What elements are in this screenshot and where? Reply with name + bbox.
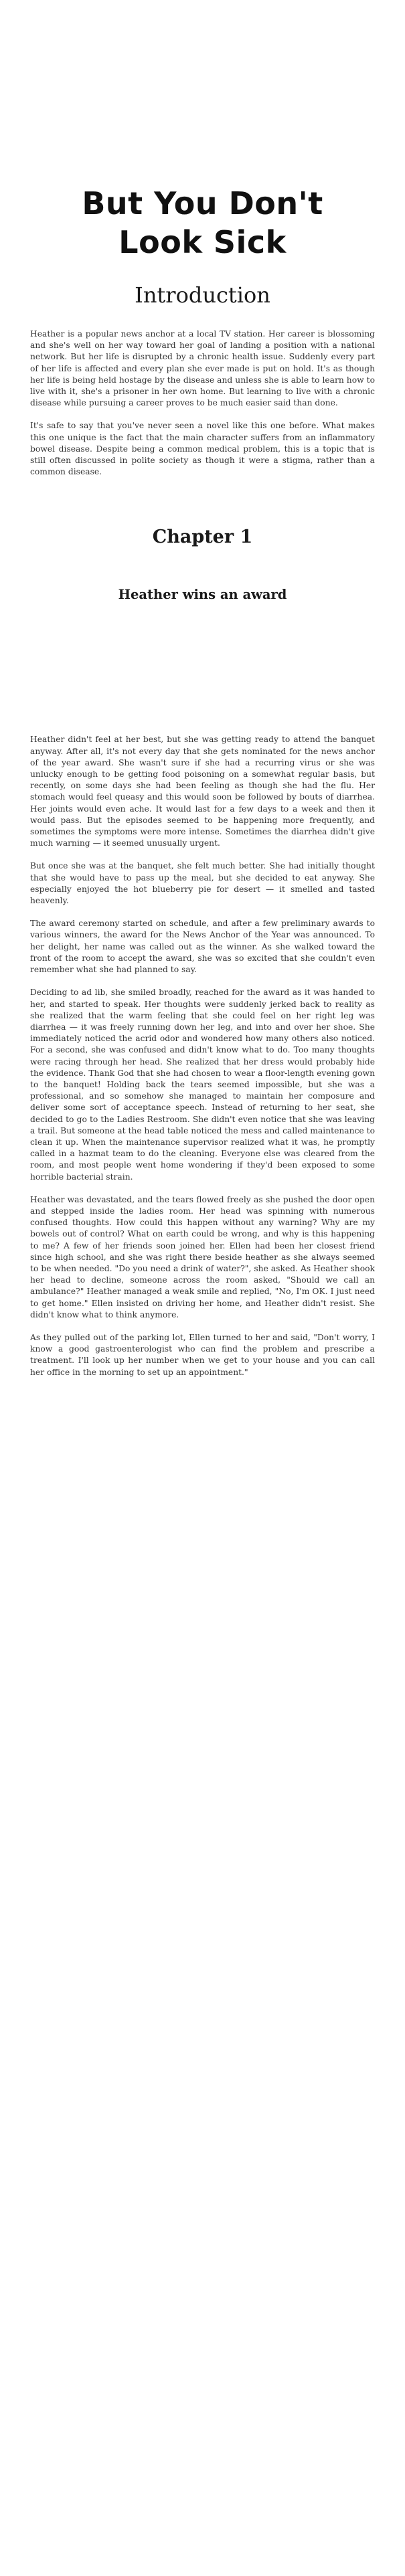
chapter-paragraph-5: Heather was devastated, and the tears flowed freely as she pushed the door open and stepped inside the ladies room. Her head was spinning with numerous confused thoughts. How could this happen without any warning? Why are my bowels out of control? What on earth could be wrong, and why is this happening to me? A few of her friends soon joined her. Ellen had been her closest friend since high school, and she was right there beside heather as she always seemed to be when needed. "Do you need a drink of water?", she asked. As Heather shook her head to decline, someone across the room asked, "Should we call an ambulance?" Heather managed a weak smile and replied, "No, I'm OK. I just need to get home." Ellen insisted on driving her home, and Heather didn't resist. She didn't know what to think anymore.: [30, 1194, 375, 1319]
book-title: But You Don't Look Sick: [82, 185, 323, 260]
introduction-paragraph-2: It's safe to say that you've never seen a novel like this one before. What makes this one unique is the fact that the main character suffers from an inflammatory bowel disease. Despite being a common medical problem, this is a topic that is still often discussed in polite society as though it were a stigma, rather than a common disease.: [30, 421, 375, 477]
chapter-paragraph-4: Deciding to ad lib, she smiled broadly, reached for the award as it was handed to her, and started to speak. Her thoughts were suddenly jerked back to reality as she realized that the warm feeling that she could feel on her right leg was diarrhea — it was freely running down her leg, and into and over her shoe. She immediately noticed the acrid odor and wondered how many others also noticed. For a second, she was confused and didn't know what to do. Too many thoughts were racing through her head. She realized that her dress would probably hide the evidence. Thank God that she had chosen to wear a floor-length evening gown to the banquet! Holding back the tears seemed impossible, but she was a professional, and so somehow she managed to maintain her composure and deliver some sort of acceptance speech. Instead of returning to her seat, she decided to go to the Ladies Restroom. She didn't even notice that she was leaving a trail. But someone at the head table noticed the mess and called maintenance to clean it up. When the maintenance supervisor realized what it was, he promptly called in a hazmat team to do the cleaning. Everyone else was cleared from the room, and most people went home wondering if they'd been exposed to some horrible bacterial strain.: [30, 988, 375, 1182]
introduction-body: [30, 329, 375, 478]
chapter-paragraph-6: As they pulled out of the parking lot, Ellen turned to her and said, "Don't worry, I know a good gastroenterologist who can find the problem and prescribe a treatment. I'll look up her number when we get to your house and you can call her office in the morning to set up an appointment.": [30, 1332, 375, 1377]
chapter-paragraph-2: But once she was at the banquet, she felt much better. She had initially thought that she would have to pass up the meal, but she decided to eat anyway. She especially enjoyed the hot blueberry pie for desert — it smelled and tasted heavenly.: [30, 861, 375, 906]
introduction-paragraph-1: Heather is a popular news anchor at a local TV station. Her career is blossoming and she's well on her way toward her goal of landing a position with a national network. But her life is disrupted by a chronic health issue. Suddenly every part of her life is affected and every plan she ever made is put on hold. It's as though her life is being held hostage by the disease and unless she is able to learn how to live with it, she's a prisoner in her own home. But learning to live with a chronic disease while pursuing a career proves to be much easier said than done.: [30, 329, 375, 408]
chapter-heading: Chapter 1: [152, 527, 253, 548]
chapter-paragraph-1: Heather didn't feel at her best, but she was getting ready to attend the banquet anyway. After all, it's not every day that she gets nominated for the news anchor of the year award. She wasn't sure if she had a recurring virus or she was unlucky enough to be getting food poisoning on a somewhat regular basis, but recently, on some days she had been feeling as though she had the flu. Her stomach would feel queasy and this would soon be followed by bouts of diarrhea. Her joints would even ache. It would last for a few days to a week and then it would pass. But the episodes seemed to be happening more frequently, and sometimes the symptoms were more intense. Sometimes the diarrhea didn't give much warning — it seemed unusually urgent.: [30, 735, 375, 848]
chapter-paragraph-3: The award ceremony started on schedule, and after a few preliminary awards to various winners, the award for the News Anchor of the Year was announced. To her delight, her name was called out as the winner. As she walked toward the front of the room to accept the award, she was so excited that she couldn't even remember what she had planned to say.: [30, 919, 375, 975]
introduction-heading: Introduction: [135, 282, 270, 308]
section-title: Heather wins an award: [118, 587, 287, 603]
chapter-body: [30, 734, 375, 1378]
